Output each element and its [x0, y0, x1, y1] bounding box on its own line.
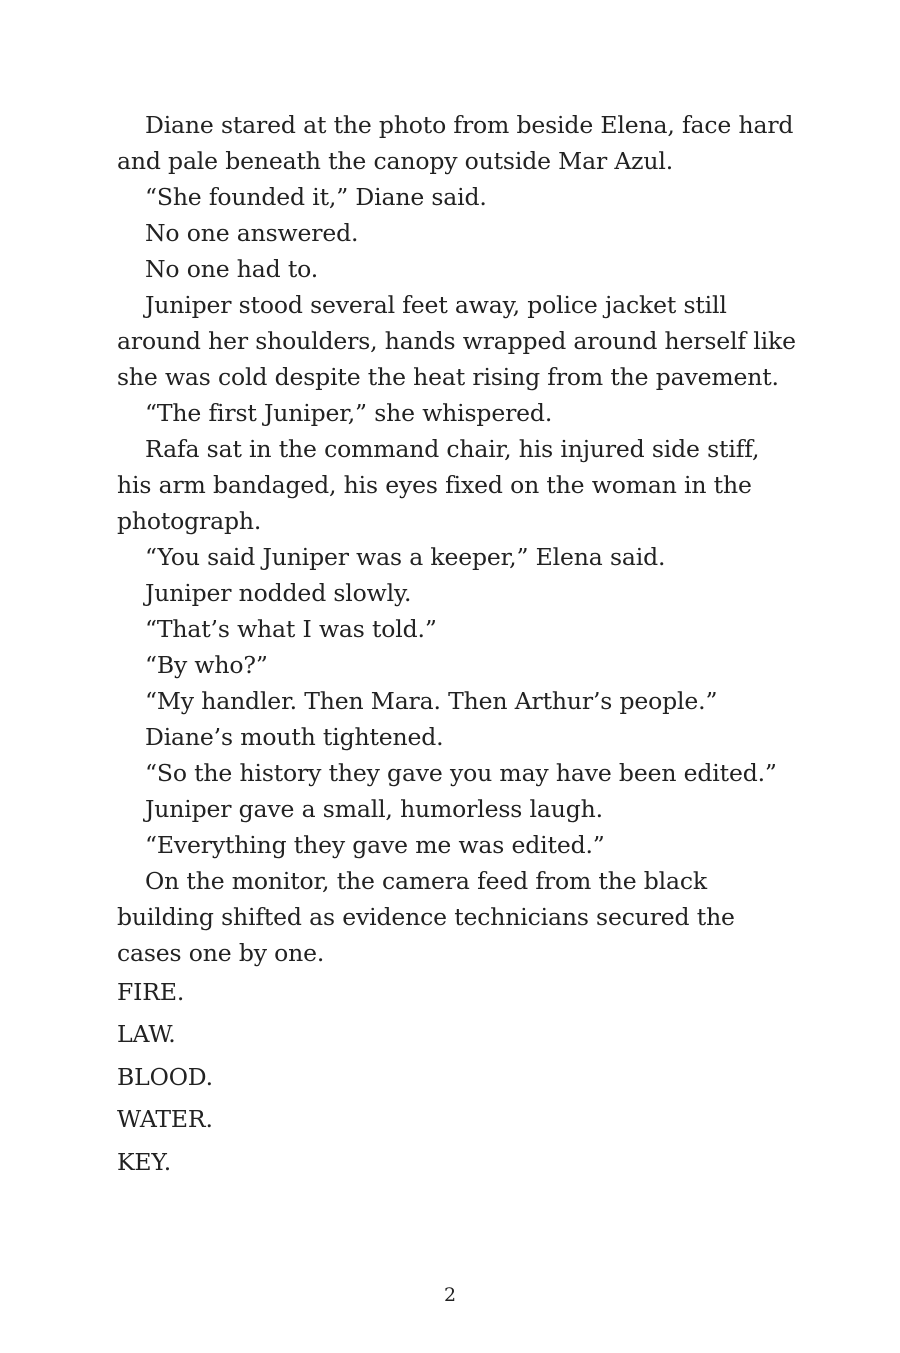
page-number: 2: [443, 1284, 457, 1306]
paragraph: Juniper nodded slowly.: [145, 579, 412, 607]
case-list: [117, 974, 797, 1186]
paragraph: Juniper gave a small, humorless laugh.: [145, 795, 603, 823]
paragraph: “The first Juniper,” she whispered.: [145, 399, 553, 427]
paragraph: Diane’s mouth tightened.: [145, 723, 444, 751]
paragraph: “Everything they gave me was edited.”: [145, 831, 605, 859]
case-label: FIRE.: [117, 978, 185, 1006]
case-label: BLOOD.: [117, 1062, 213, 1091]
paragraph: Juniper stood several feet away, police jacket still around her shoulders, hands wrapped around herself like she was cold despite the heat rising from the pavement.: [117, 291, 796, 391]
paragraph: “You said Juniper was a keeper,” Elena said.: [145, 543, 666, 571]
paragraph: Diane stared at the photo from beside Elena, face hard and pale beneath the canopy outside Mar Azul.: [117, 111, 794, 175]
paragraph: “So the history they gave you may have been edited.”: [145, 759, 777, 787]
paragraph: “She founded it,” Diane said.: [145, 183, 487, 211]
case-label: LAW.: [117, 1020, 176, 1049]
paragraph: “By who?”: [145, 651, 268, 679]
case-label: WATER.: [117, 1105, 213, 1134]
paragraph: No one answered.: [145, 219, 359, 247]
paragraph: No one had to.: [145, 255, 319, 283]
paragraph: On the monitor, the camera feed from the black building shifted as evidence technicians secured the cases one by one.: [117, 867, 735, 967]
paragraph: “My handler. Then Mara. Then Arthur’s people.”: [145, 687, 718, 715]
case-label: KEY.: [117, 1147, 172, 1176]
page-text: [117, 107, 797, 1186]
paragraph: Rafa sat in the command chair, his injured side stiff, his arm bandaged, his eyes fixed on the woman in the photograph.: [117, 435, 760, 535]
paragraph: “That’s what I was told.”: [145, 615, 437, 643]
